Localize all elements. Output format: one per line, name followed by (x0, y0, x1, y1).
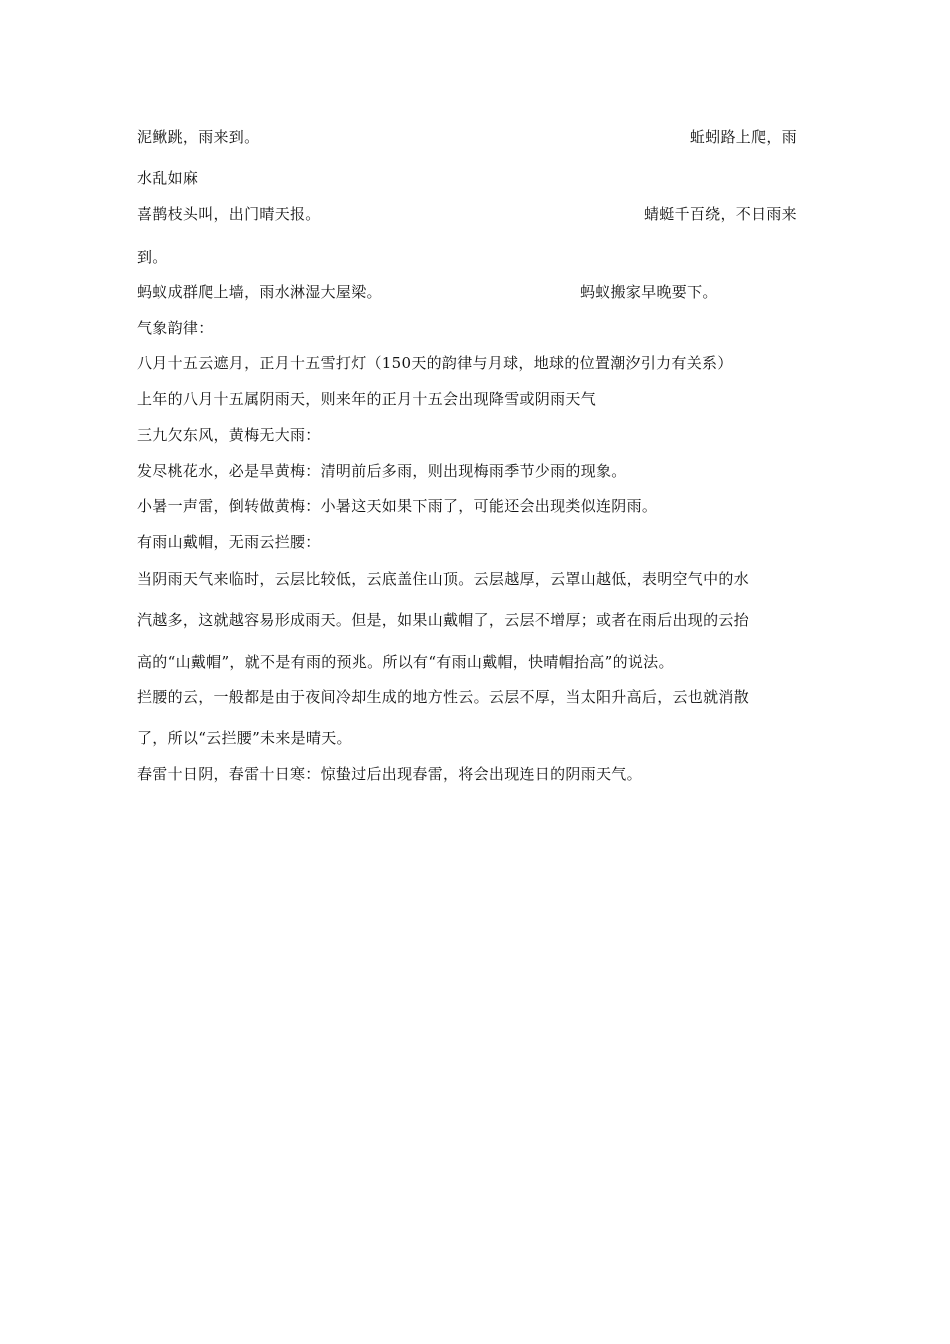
text-line: 拦腰的云，一般都是由于夜间冷却生成的地方性云。云层不厚，当太阳升高后，云也就消散 (137, 688, 750, 706)
text-line: 蜻蜓千百绕，不日雨来 (643, 205, 797, 223)
text-line: 有雨山戴帽，无雨云拦腰： (137, 533, 321, 551)
text-line: 发尽桃花水，必是旱黄梅：清明前后多雨，则出现梅雨季节少雨的现象。 (137, 462, 627, 480)
text-line: 喜鹊枝头叫，出门晴天报。 (137, 205, 321, 223)
text-line: 蚂蚁搬家早晚要下。 (580, 283, 718, 301)
text-line: 当阴雨天气来临时，云层比较低，云底盖住山顶。云层越厚，云罩山越低，表明空气中的水 (137, 570, 750, 588)
text-line: 蚯蚓路上爬，雨 (689, 128, 797, 146)
text-line: 蚂蚁成群爬上墙，雨水淋湿大屋梁。 (137, 283, 382, 301)
text-line: 三九欠东风，黄梅无大雨： (137, 426, 321, 444)
text-line: 上年的八月十五属阴雨天，则来年的正月十五会出现降雪或阴雨天气 (137, 390, 597, 408)
text-line: 春雷十日阴，春雷十日寒：惊蛰过后出现春雷，将会出现连日的阴雨天气。 (137, 765, 642, 783)
text-line: 小暑一声雷，倒转做黄梅：小暑这天如果下雨了，可能还会出现类似连阴雨。 (137, 497, 658, 515)
section-heading: 气象韵律： (137, 319, 214, 337)
text-line: 水乱如麻 (137, 169, 199, 187)
text-line: 了，所以“云拦腰”未来是晴天。 (137, 729, 352, 747)
text-line: 汽越多，这就越容易形成雨天。但是，如果山戴帽了，云层不增厚；或者在雨后出现的云抬 (137, 611, 750, 629)
text-line: 八月十五云遮月，正月十五雪打灯（150天的韵律与月球，地球的位置潮汐引力有关系） (137, 354, 733, 372)
text-line: 高的“山戴帽”，就不是有雨的预兆。所以有“有雨山戴帽，快晴帽抬高”的说法。 (137, 653, 674, 671)
text-line: 到。 (137, 248, 168, 266)
text-line: 泥鳅跳，雨来到。 (137, 128, 260, 146)
